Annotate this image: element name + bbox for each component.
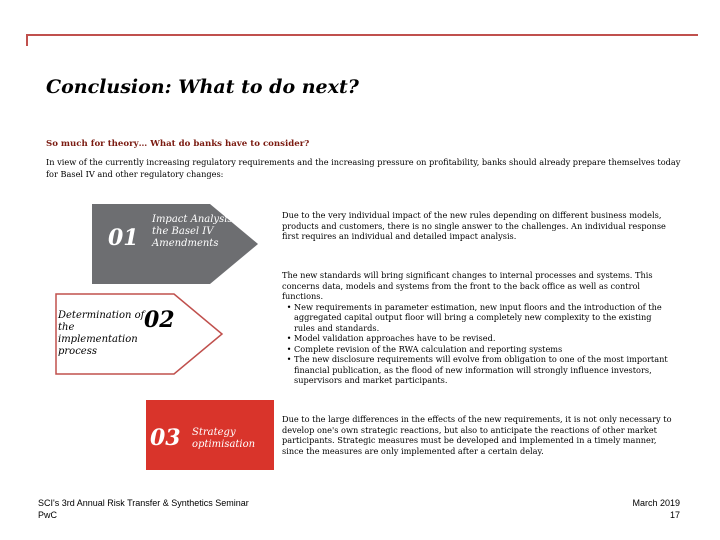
intro-paragraph: In view of the currently increasing regulatory requirements and the increasing pressure on profitability, banks should already prepare themselves today for Basel IV and other regulatory changes: [46,157,681,179]
step-02-description: The new standards will bring significant changes to internal processes and systems. This concerns data, models and systems from the front to the back office as well as control functions. • New requirements in parameter estimation, new input floors and the introduction of the aggregated capital output floor will bring a completely new complexity to the existing rules and standards. • Model validation approaches have to be revised. • Complete revision of the RWA calculation and reporting systems • The new disclosure requirements will evolve from obligation to one of the most important financial publication, as the flood of new information will strongly influence investors, supervisors and market participants. [282,270,674,386]
step-03-description: Due to the large differences in the effects of the new requirements, it is not only necessary to develop one's own strategic reactions, but also to anticipate the reactions of other market participants. Strategic measures must be developed and implemented in a timely manner, since the measures are only implemented after a certain delay. [282,414,672,456]
step-03-label: Strategy optimisation [192,427,256,450]
section-subtitle: So much for theory… What do banks have to consider? [46,139,310,149]
step-01-number: 01 [108,225,139,251]
step-01-description: Due to the very individual impact of the new rules depending on different business models, products and customers, there is no single answer to the challenges. An individual response first requires an individual and detailed impact analysis. [282,210,666,241]
bullet-item: • New requirements in parameter estimation, new input floors and the introduction of the aggregated capital output floor will bring a completely new complexity to the existing rules and standards. [294,302,674,334]
footer-company: PwC [38,509,58,520]
footer-event: SCI's 3rd Annual Risk Transfer & Synthetics Seminar [38,498,249,508]
left-accent-tick [26,34,28,46]
footer-right [632,498,680,521]
step-02-label: Determination of the implementation process [58,310,145,357]
step-02-bullet-list [282,302,674,386]
step-03-number: 03 [150,425,181,451]
bullet-item: • Complete revision of the RWA calculation and reporting systems [294,344,674,355]
step-02-number: 02 [144,307,175,333]
bullet-item: • The new disclosure requirements will evolve from obligation to one of the most important financial publication, as the flood of new information will strongly influence investors, supervisors and market participants. [294,354,674,386]
footer-left [38,498,249,521]
page-number: 17 [669,509,680,520]
step-01-label: Impact Analysis of the Basel IV Amendments [152,214,246,249]
bullet-item: • Model validation approaches have to be revised. [294,333,674,344]
footer-date: March 2019 [632,498,680,508]
top-accent-line [26,34,698,36]
page-title: Conclusion: What to do next? [46,76,359,98]
